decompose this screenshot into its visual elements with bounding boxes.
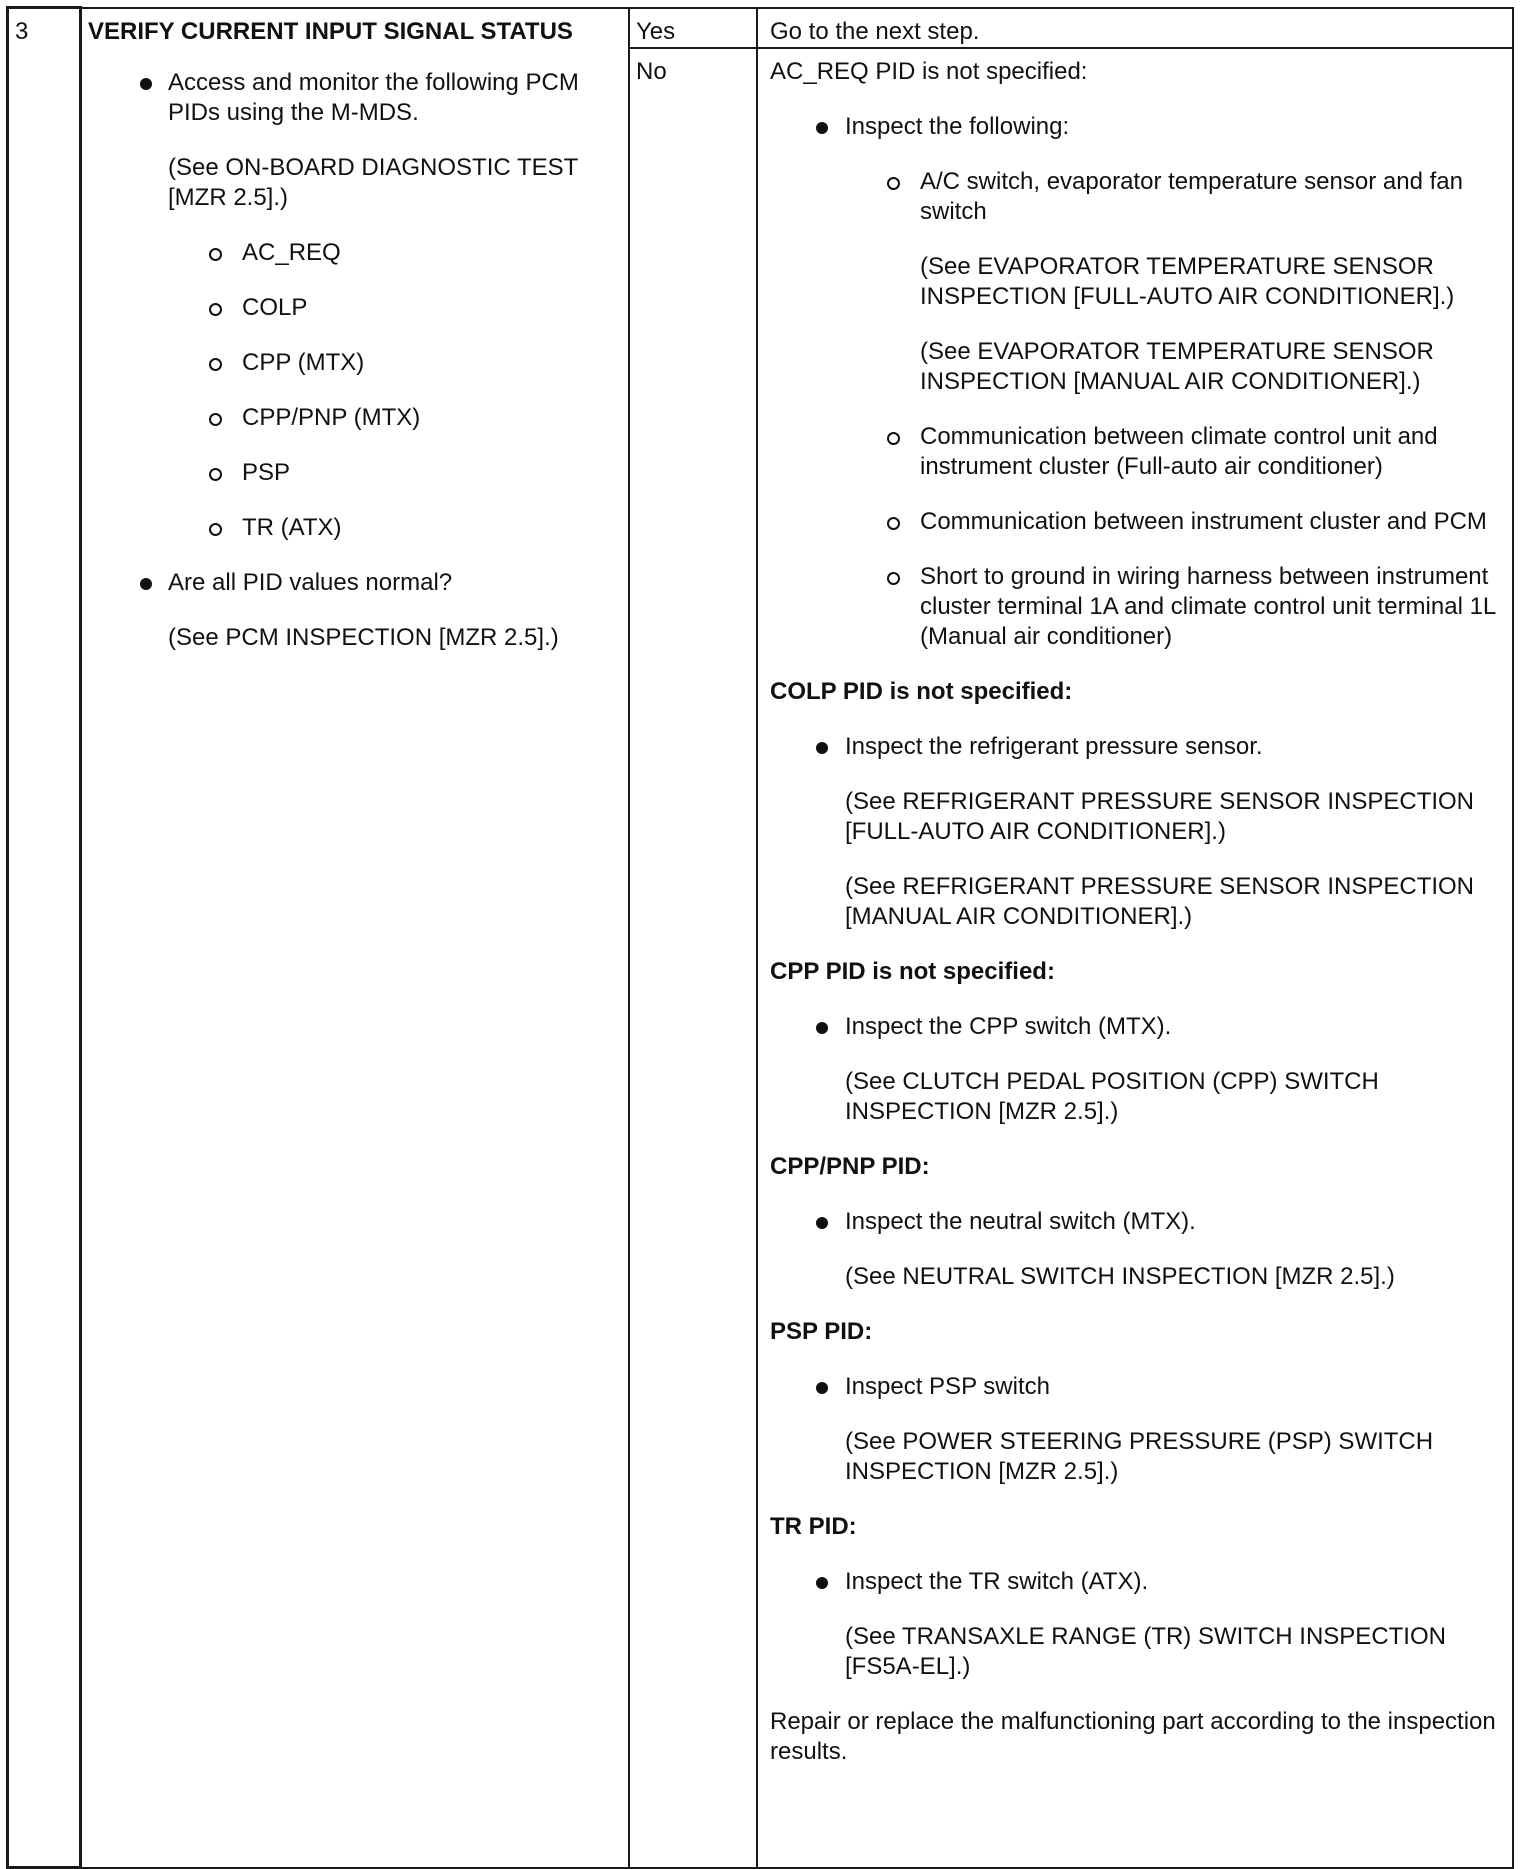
- tr-bullet: Inspect the TR switch (ATX).: [770, 1567, 1504, 1597]
- final-instruction: Repair or replace the malfunctioning part according to the inspection results.: [770, 1707, 1496, 1765]
- result-no-label: No: [636, 57, 667, 85]
- cpp-ref: (See CLUTCH PEDAL POSITION (CPP) SWITCH INSPECTION [MZR 2.5].): [845, 1067, 1379, 1125]
- ac-item-ref: (See EVAPORATOR TEMPERATURE SENSOR INSPECTION [MANUAL AIR CONDITIONER].): [920, 337, 1434, 395]
- cpp-heading: CPP PID is not specified:: [770, 957, 1055, 985]
- cpp-pnp-bullet: Inspect the neutral switch (MTX).: [770, 1207, 1504, 1237]
- instruction-question: Are all PID values normal?: [88, 568, 618, 598]
- ac-item: Short to ground in wiring harness between instrument cluster terminal 1A and climate control unit terminal 1L (Manual air conditioner): [770, 562, 1504, 652]
- psp-bullet: Inspect PSP switch: [770, 1372, 1504, 1402]
- ac-item: Communication between instrument cluster and PCM: [770, 507, 1504, 537]
- cpp-pnp-ref: (See NEUTRAL SWITCH INSPECTION [MZR 2.5].): [845, 1262, 1395, 1290]
- result-yes-label: Yes: [636, 17, 676, 45]
- colp-ref: (See REFRIGERANT PRESSURE SENSOR INSPECTION [MANUAL AIR CONDITIONER].): [845, 872, 1475, 930]
- pid-item: TR (ATX): [88, 513, 618, 543]
- step-number: 3: [15, 18, 29, 45]
- psp-heading: PSP PID:: [770, 1317, 873, 1345]
- pid-item: CPP (MTX): [88, 348, 618, 378]
- pid-item: PSP: [88, 458, 618, 488]
- instruction-question-ref: (See PCM INSPECTION [MZR 2.5].): [168, 623, 559, 651]
- colp-bullet: Inspect the refrigerant pressure sensor.: [770, 732, 1504, 762]
- ac-item: Communication between climate control unit and instrument cluster (Full-auto air conditioner): [770, 422, 1504, 482]
- result-yes-cell: [629, 8, 757, 48]
- cpp-pnp-heading: CPP/PNP PID:: [770, 1152, 930, 1180]
- instruction-access: Access and monitor the following PCM PIDs using the M-MDS.: [88, 68, 618, 128]
- ac-item: A/C switch, evaporator temperature sensor and fan switch: [770, 167, 1504, 227]
- instruction-access-ref: (See ON-BOARD DIAGNOSTIC TEST [MZR 2.5].): [168, 153, 578, 211]
- pid-item: COLP: [88, 293, 618, 323]
- cpp-bullet: Inspect the CPP switch (MTX).: [770, 1012, 1504, 1042]
- tr-heading: TR PID:: [770, 1512, 857, 1540]
- action-cell: [81, 8, 630, 1868]
- tr-ref: (See TRANSAXLE RANGE (TR) SWITCH INSPECTION [FS5A-EL].): [845, 1622, 1446, 1680]
- diagnostic-step-table: [6, 6, 1514, 1869]
- action-no-cell: [757, 48, 1513, 1868]
- ac-req-heading: AC_REQ PID is not specified:: [770, 57, 1088, 85]
- psp-ref: (See POWER STEERING PRESSURE (PSP) SWITCH INSPECTION [MZR 2.5].): [845, 1427, 1434, 1485]
- pid-item: CPP/PNP (MTX): [88, 403, 618, 433]
- colp-heading: COLP PID is not specified:: [770, 677, 1073, 705]
- action-yes-text: Go to the next step.: [770, 17, 980, 45]
- ac-item-ref: (See EVAPORATOR TEMPERATURE SENSOR INSPECTION [FULL-AUTO AIR CONDITIONER].): [920, 252, 1455, 310]
- colp-ref: (See REFRIGERANT PRESSURE SENSOR INSPECTION [FULL-AUTO AIR CONDITIONER].): [845, 787, 1475, 845]
- step-number-cell: [8, 8, 81, 1868]
- result-no-cell: [629, 48, 757, 1868]
- pid-item: AC_REQ: [88, 238, 618, 268]
- step-title: VERIFY CURRENT INPUT SIGNAL STATUS: [88, 17, 573, 45]
- ac-req-bullet: Inspect the following:: [770, 112, 1504, 142]
- action-yes-cell: [757, 8, 1513, 48]
